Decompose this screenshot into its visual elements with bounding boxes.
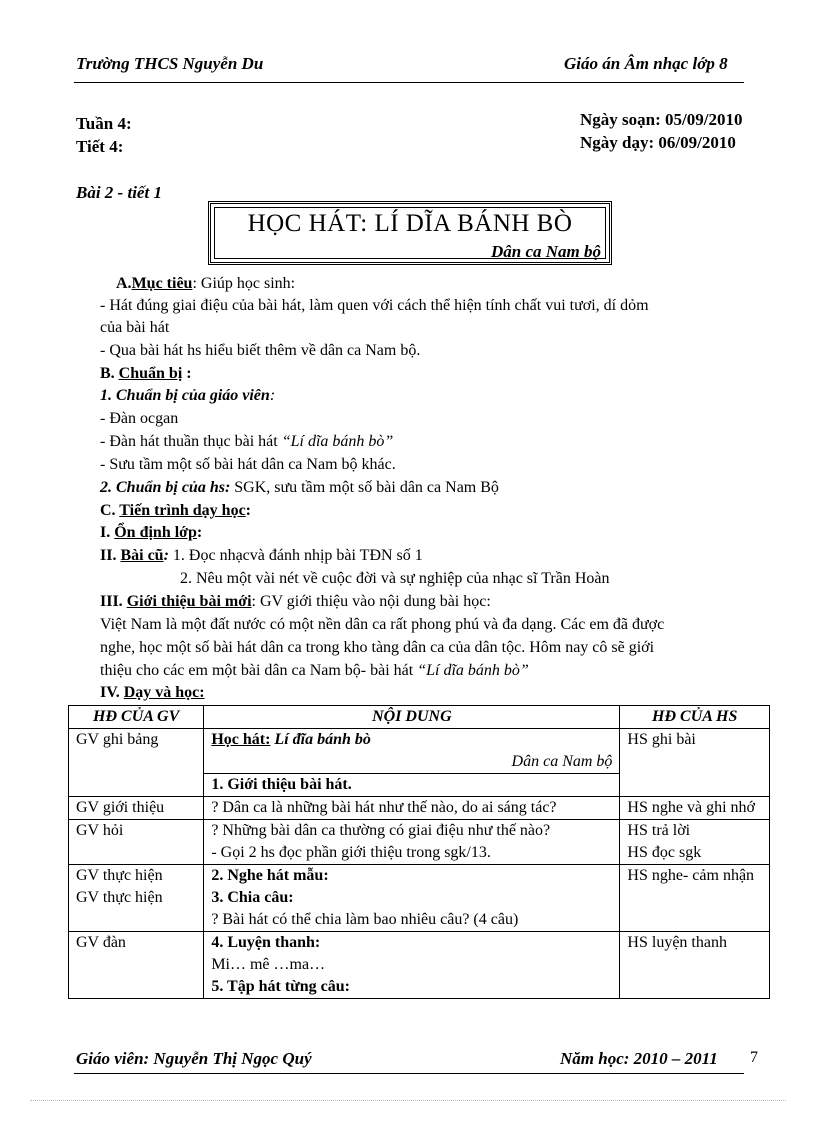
- cell-gv: [69, 729, 204, 797]
- section-i-label: I.: [100, 524, 115, 541]
- section-iv-heading: Dạy và học:: [123, 684, 205, 701]
- cell-content-line: - Gọi 2 hs đọc phần giới thiệu trong sgk/13.: [211, 844, 491, 861]
- para-line-3-text: thiệu cho các em một bài dân ca Nam bộ- bài hát: [100, 662, 418, 679]
- footer-rule: [74, 1073, 744, 1074]
- cell-content-line: 4. Luyện thanh:: [211, 934, 321, 951]
- cell-hs-text: HS ghi bài: [627, 731, 696, 748]
- page-bottom-edge: [30, 1100, 786, 1101]
- cell-content: [204, 729, 620, 774]
- col-header-content: NỘI DUNG: [204, 706, 620, 729]
- week-label: Tuần 4:: [76, 114, 132, 133]
- section-iv-label: IV.: [100, 684, 124, 701]
- cell-gv: [69, 865, 204, 932]
- a-line-3: - Qua bài hát hs hiểu biết thêm về dân ca Nam bộ.: [100, 342, 421, 359]
- section-a-label: A.: [116, 275, 132, 292]
- section-ii-line-1: 1. Đọc nhạcvà đánh nhịp bài TĐN số 1: [168, 547, 423, 564]
- page-number: 7: [750, 1049, 758, 1066]
- b1-line-2-text: - Đàn hát thuần thục bài hát: [100, 433, 282, 450]
- section-b-heading: Chuẩn bị: [118, 365, 183, 382]
- cell-gv-text: GV ghi bảng: [76, 731, 159, 748]
- teach-date: Ngày dạy: 06/09/2010: [580, 133, 736, 152]
- section-ii-colon: :: [163, 547, 169, 564]
- section-iii-heading: Giới thiệu bài mới: [126, 593, 252, 610]
- table-row: [69, 865, 770, 932]
- lesson-subtitle: Dân ca Nam bộ: [490, 242, 601, 261]
- cell-hs: [620, 820, 770, 865]
- section-b2: [100, 477, 499, 499]
- table-row: [69, 932, 770, 999]
- section-i-heading: Ổn định lớp: [114, 524, 197, 541]
- footer-year: Năm học: 2010 – 2011: [560, 1049, 718, 1068]
- a-line-1: - Hát đúng giai điệu của bài hát, làm quen với cách thể hiện tính chất vui tươi, dí dỏm: [100, 297, 649, 314]
- section-i-colon: :: [196, 524, 203, 541]
- section-i: [100, 522, 202, 544]
- cell-content: ? Dân ca là những bài hát như thế nào, do ai sáng tác?: [204, 797, 620, 820]
- cell-content: [204, 932, 620, 999]
- song-heading: [211, 729, 612, 751]
- cell-gv: GV hỏi: [69, 820, 204, 865]
- cell-gv: GV giới thiệu: [69, 797, 204, 820]
- period-label: Tiết 4:: [76, 137, 124, 156]
- cell-content-line: 2. Nghe hát mẫu:: [211, 867, 329, 884]
- cell-content-line: ? Bài hát có thể chia làm bao nhiêu câu? (4 câu): [211, 911, 519, 928]
- song-heading-name: Lí đĩa bánh bò: [270, 731, 371, 748]
- b2-heading: 2. Chuẩn bị của hs:: [100, 479, 231, 496]
- cell-content: [204, 820, 620, 865]
- section-iii-text: : GV giới thiệu vào nội dung bài học:: [251, 593, 491, 610]
- header-school: Trường THCS Nguyễn Du: [76, 54, 264, 73]
- footer-teacher: Giáo viên: Nguyễn Thị Ngọc Quý: [76, 1049, 312, 1068]
- section-iv: [100, 682, 205, 704]
- header-rule: [74, 82, 744, 83]
- table-row: [69, 729, 770, 774]
- b1-line-2: [100, 431, 393, 453]
- para-line-1: Việt Nam là một đất nước có một nền dân ca rất phong phú và đa dạng. Các em đã được: [100, 616, 665, 633]
- lesson-label: Bài 2 - tiết 1: [76, 183, 162, 202]
- section-ii-line-2: 2. Nêu một vài nét về cuộc đời và sự nghiệp của nhạc sĩ Trần Hoàn: [180, 570, 610, 587]
- b1-line-2-song: “Lí dĩa bánh bò”: [281, 433, 394, 450]
- cell-hs-line: HS đọc sgk: [627, 844, 702, 861]
- cell-content-line: Mi… mê …ma…: [211, 956, 326, 973]
- cell-hs: HS luyện thanh: [620, 932, 770, 999]
- cell-hs: HS nghe và ghi nhớ: [620, 797, 770, 820]
- section-iii-label: III.: [100, 593, 127, 610]
- lesson-table: [68, 705, 770, 999]
- section-c-colon: :: [245, 502, 251, 519]
- section-c-label: C.: [100, 502, 120, 519]
- b1-colon: :: [269, 387, 276, 404]
- cell-hs: HS nghe- cảm nhận: [620, 865, 770, 932]
- cell-gv-line: GV thực hiện: [76, 889, 163, 906]
- cell-content-line: 5. Tập hát từng câu:: [211, 978, 350, 995]
- section-b-colon: :: [182, 365, 192, 382]
- song-origin: Dân ca Nam bộ: [511, 753, 613, 770]
- para-line-2: nghe, học một số bài hát dân ca trong kho tàng dân ca của dân tộc. Hôm nay cô sẽ giới: [100, 639, 655, 656]
- section-c-heading: Tiến trình dạy học: [119, 502, 246, 519]
- para-line-3-song: “Lí dĩa bánh bò”: [417, 662, 529, 679]
- section-b: [100, 363, 192, 385]
- section-a-heading: Mục tiêu: [131, 275, 193, 292]
- b2-text: SGK, sưu tầm một số bài dân ca Nam Bộ: [230, 479, 499, 496]
- section-iii: [100, 591, 491, 613]
- cell-gv-line: GV thực hiện: [76, 867, 163, 884]
- header-doc-title: Giáo án Âm nhạc lớp 8: [564, 54, 728, 73]
- b1-line-3: - Sưu tầm một số bài hát dân ca Nam bộ khác.: [100, 456, 396, 473]
- cell-hs: [620, 729, 770, 797]
- table-header-row: [69, 706, 770, 729]
- section-ii-heading: Bài cũ: [120, 547, 164, 564]
- cell-gv: GV đàn: [69, 932, 204, 999]
- section-a-text: : Giúp học sinh:: [192, 275, 296, 292]
- title-box: [208, 201, 612, 265]
- b1-heading: 1. Chuẩn bị của giáo viên: [100, 387, 270, 404]
- section-b-label: B.: [100, 365, 119, 382]
- lesson-title: HỌC HÁT: LÍ DĨA BÁNH BÒ: [247, 210, 573, 237]
- section-ii: [100, 545, 423, 567]
- cell-content: [204, 865, 620, 932]
- col-header-gv: HĐ CỦA GV: [69, 706, 204, 729]
- cell-content-line: 3. Chia câu:: [211, 889, 294, 906]
- b1-line-1: - Đàn ocgan: [100, 410, 179, 427]
- prep-date: Ngày soạn: 05/09/2010: [580, 110, 743, 129]
- cell-hs-line: HS trả lời: [627, 822, 691, 839]
- a-line-2: của bài hát: [100, 319, 170, 336]
- section-c: [100, 500, 251, 522]
- cell-content-line: ? Những bài dân ca thường có giai điệu như thế nào?: [211, 822, 551, 839]
- cell-content: 1. Giới thiệu bài hát.: [204, 774, 620, 797]
- col-header-hs: HĐ CỦA HS: [620, 706, 770, 729]
- section-a: [116, 273, 295, 295]
- section-b1: [100, 385, 275, 407]
- song-heading-label: Học hát:: [211, 731, 271, 748]
- table-row: [69, 797, 770, 820]
- para-line-3: [100, 660, 529, 682]
- section-ii-label: II.: [100, 547, 121, 564]
- table-row: [69, 820, 770, 865]
